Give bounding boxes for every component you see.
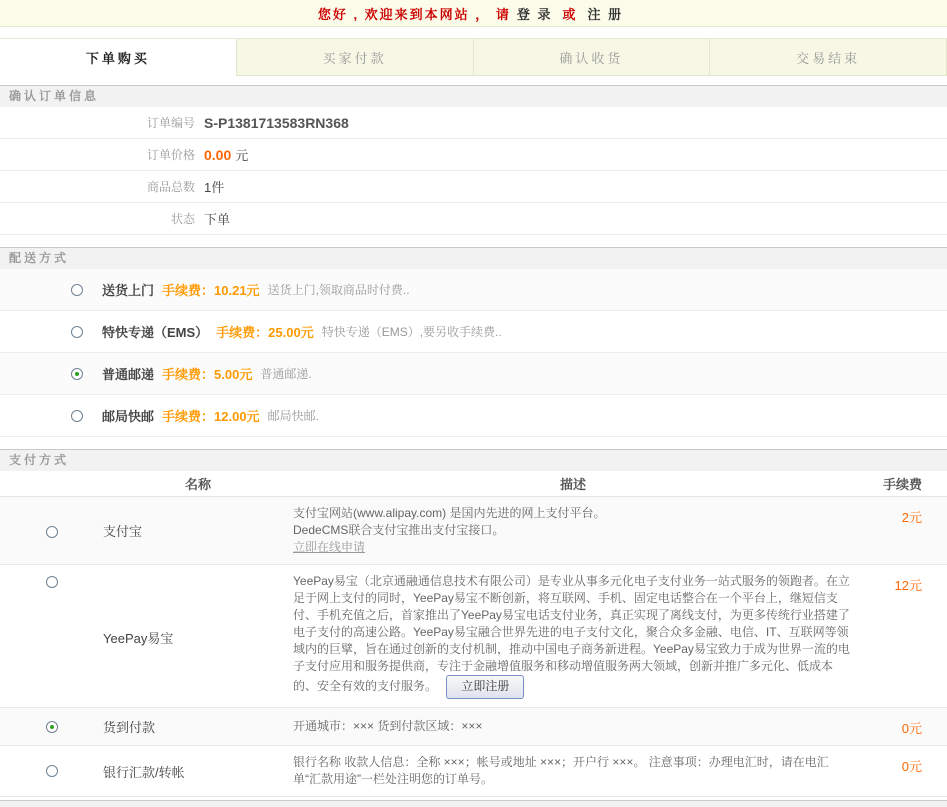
order-status-row (0, 203, 947, 235)
cod-desc: 开通城市：××× 货到付款区域：××× (293, 719, 483, 733)
alipay-apply-link[interactable]: 立即在线申请 (293, 540, 366, 554)
payment-option-bank-transfer (0, 746, 947, 797)
next-section-header-cutoff (0, 800, 947, 807)
header-name: 名称 (184, 477, 211, 492)
welcome-bar (0, 0, 947, 27)
welcome-text: 您好 , 欢迎来到本网站 ， 请 (317, 6, 511, 22)
delivery-options (0, 269, 947, 437)
delivery-option-home (0, 269, 947, 311)
order-qty-row (0, 171, 947, 203)
order-number-label: 订单编号 (146, 116, 195, 130)
payment-fee: 12元 (894, 578, 922, 593)
order-number-row (0, 107, 947, 139)
delivery-name: 送货上门 (102, 283, 155, 298)
order-price-row (0, 139, 947, 171)
order-status-value: 下单 (204, 212, 231, 227)
payment-fee: 2元 (901, 510, 922, 525)
login-link[interactable]: 登 录 (516, 6, 553, 22)
payment-fee: 0元 (901, 759, 922, 774)
delivery-fee: 手续费：12.00元 (162, 409, 260, 424)
header-fee: 手续费 (882, 477, 922, 492)
payment-fee: 0元 (901, 721, 922, 736)
delivery-name: 普通邮递 (102, 367, 155, 382)
delivery-fee: 手续费：10.21元 (162, 283, 260, 298)
delivery-option-ems (0, 311, 947, 353)
order-price-value: 0.00 (204, 147, 232, 163)
order-qty-label: 商品总数 (146, 180, 195, 194)
radio-payment-alipay[interactable] (46, 526, 58, 538)
order-number-value: S-P1381713583RN368 (204, 114, 349, 131)
payment-option-alipay (0, 497, 947, 565)
header-desc: 描述 (559, 477, 586, 492)
section-order-info-title: 确认订单信息 (0, 85, 947, 107)
alipay-desc-line2: DedeCMS联合支付宝推出支付宝接口。 (293, 523, 505, 537)
radio-payment-bank[interactable] (46, 765, 58, 777)
payment-table-header (0, 471, 947, 497)
tab-buyer-payment[interactable]: 买家付款 (237, 39, 474, 76)
register-link[interactable]: 注 册 (587, 6, 624, 22)
spacer (0, 235, 947, 247)
payment-option-yeepay (0, 565, 947, 708)
order-qty-value: 1件 (204, 180, 225, 195)
radio-delivery-home[interactable] (71, 284, 83, 296)
delivery-fee: 手续费：25.00元 (216, 325, 314, 340)
payment-name: 支付宝 (103, 524, 143, 539)
delivery-desc: 特快专递（EMS）,要另收手续费.. (321, 325, 502, 339)
bank-desc: 银行名称 收款人信息：全称 ×××；帐号或地址 ×××；开户行 ×××。 注意事项：办理电汇时，请在电汇单“汇款用途”一栏处注明您的订单号。 (293, 755, 829, 786)
delivery-desc: 送货上门,领取商品时付费.. (267, 283, 410, 297)
delivery-name: 邮局快邮 (102, 409, 155, 424)
order-price-label: 订单价格 (146, 148, 195, 162)
order-price-unit: 元 (235, 148, 249, 163)
delivery-option-ordinary-mail (0, 353, 947, 395)
payment-name: 银行汇款/转帐 (103, 764, 185, 780)
order-step-tabs (0, 38, 947, 76)
yeepay-desc: YeePay易宝（北京通融通信息技术有限公司）是专业从事多元化电子支付业务一站式服务的领跑者。在立足于网上支付的同时，YeePay易宝不断创新，将互联网、手机、固定电话整合在一个平台上，继短信支付、手机充值之后，首家推出了YeePay易宝电话支付业务，真正实现了离线支付，为更多传统行业搭建了电子支付的高速公路。YeePay易宝融合世界先进的电子支付文化，聚合众多金融、电信、IT、互联网等领域内的巨擘，旨在通过创新的支付机制，推动中国电子商务新进程。YeePay易宝致力于成为世界一流的电子支付应用和服务提供商，专注于金融增值服务和移动增值服务两大领域，创新并推广多元化、低成本的、安全有效的支付服务。 (293, 574, 850, 694)
spacer (0, 27, 947, 38)
yeepay-register-button[interactable]: 立即注册 (446, 675, 524, 699)
radio-payment-yeepay[interactable] (46, 576, 58, 588)
delivery-name: 特快专递（EMS） (102, 325, 209, 340)
tab-deal-finished[interactable]: 交易结束 (710, 39, 947, 76)
delivery-fee: 手续费：5.00元 (162, 367, 253, 382)
radio-payment-cod[interactable] (46, 721, 58, 733)
delivery-desc: 普通邮递. (260, 367, 312, 381)
section-delivery-title: 配送方式 (0, 247, 947, 269)
radio-delivery-ordinary-mail[interactable] (71, 368, 83, 380)
payment-name: 货到付款 (103, 720, 156, 735)
spacer (0, 76, 947, 85)
tab-place-order[interactable]: 下单购买 (0, 39, 237, 76)
payment-name: YeePay易宝 (103, 630, 174, 646)
delivery-option-post-express (0, 395, 947, 437)
alipay-desc-line1: 支付宝网站(www.alipay.com) 是国内先进的网上支付平台。 (293, 506, 606, 520)
payment-option-cod (0, 708, 947, 746)
order-status-label: 状态 (170, 212, 195, 226)
or-text: 或 (562, 6, 578, 22)
delivery-desc: 邮局快邮. (267, 409, 319, 423)
section-payment-title: 支付方式 (0, 449, 947, 471)
radio-delivery-ems[interactable] (71, 326, 83, 338)
spacer (0, 437, 947, 449)
tab-confirm-receipt[interactable]: 确认收货 (474, 39, 711, 76)
radio-delivery-post-express[interactable] (71, 410, 83, 422)
